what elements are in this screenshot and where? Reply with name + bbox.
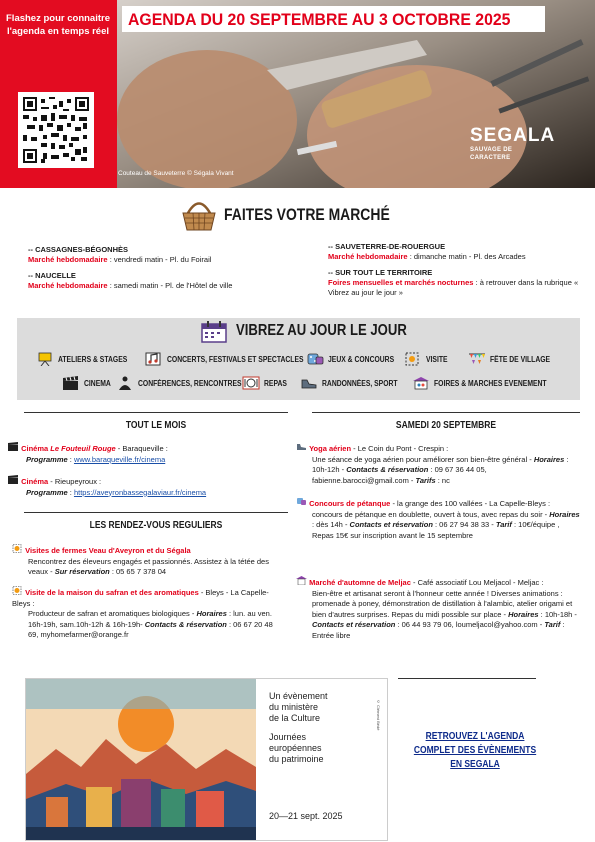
hours-label: Horaires [549, 509, 580, 519]
bunting-icon [468, 352, 486, 366]
event-description [296, 510, 581, 542]
event-description [296, 455, 581, 487]
marche-item [28, 245, 298, 265]
hours-value: : 10h-18h - [538, 609, 577, 619]
cinema-link[interactable]: https://aveyronbassegalaviaur.fr/cinema [73, 487, 207, 497]
event-place: - Le Coin du Pont - Crespin : [351, 444, 449, 453]
event-text: Producteur de safran et aromatiques biologiques - [28, 609, 195, 618]
category-label: FÊTE DE VILLAGE [490, 354, 551, 364]
category-label: CONCERTS, FESTIVALS ET SPECTACLES [167, 354, 304, 364]
shoe-icon [300, 376, 318, 390]
segala-brand-name: SEGALA [470, 125, 556, 146]
agenda-link[interactable]: RETROUVEZ L'AGENDA COMPLET DES ÉVÈNEMENTS EN SEGALA [413, 731, 537, 770]
programme-label: Programme [26, 487, 68, 497]
reservation-value: : 05 65 7 378 04 [109, 567, 167, 576]
reguliers-title: LES RENDEZ-VOUS REGULIERS [89, 520, 223, 531]
contact-value: : 06 27 94 38 33 - [432, 520, 494, 529]
poster-line: Un évènement [269, 691, 328, 701]
hours-label: Horaires [196, 609, 227, 618]
yoga-aerien [296, 442, 581, 486]
dice-icon [296, 497, 307, 506]
hours-label: Horaires [533, 454, 565, 464]
contact-label: Contacts et réservation [312, 620, 396, 629]
contact-label: Contacts & réservation [144, 619, 227, 629]
event-description [12, 557, 278, 578]
category-label: CONFÉRENCES, RENCONTRES [138, 378, 242, 388]
event-name: Visites de fermes Veau d'Aveyron et du Ségala [25, 546, 191, 555]
tarif-value: : 10€/équipe , Repas 15€ sur inscription avant le 15 septembre [312, 520, 560, 540]
photo-credit: Couteau de Sauveterre © Ségala Vivant [118, 170, 234, 177]
marche-item [28, 271, 298, 291]
poster-line: du ministère [269, 702, 319, 712]
title-band [122, 6, 545, 32]
marche-detail: : vendredi matin - Pl. du Foirail [107, 255, 212, 264]
category-label: JEUX & CONCOURS [328, 354, 395, 364]
contact-value: : 06 44 93 79 06, loumeljacol@yahoo.com - [395, 620, 543, 629]
segala-brand-sub: SAUVAGE DE CARACTERE [470, 147, 513, 161]
marche-meljac [296, 576, 581, 641]
poster-line: du patrimoine [269, 754, 324, 764]
location-icon [12, 544, 23, 553]
marche-detail: : dimanche matin - Pl. des Arcades [407, 252, 526, 261]
hours-label: Horaires [508, 609, 539, 619]
people-icon [116, 376, 134, 390]
market-stall-icon [296, 576, 307, 585]
clapperboard-icon [8, 475, 19, 484]
cinema-link[interactable]: www.baraqueville.fr/cinema [73, 454, 166, 464]
vibrez-title: VIBREZ AU JOUR LE JOUR [236, 322, 407, 339]
tout-le-mois-title: TOUT LE MOIS [125, 420, 187, 431]
marche-detail: : samedi matin - Pl. de l'Hôtel de ville [107, 281, 233, 290]
divider [24, 412, 288, 413]
category-visite [404, 352, 451, 366]
category-conferences [116, 376, 260, 390]
hours-value: : dès 14h - [312, 520, 348, 529]
category-randonnees [300, 376, 411, 390]
category-ateliers [36, 352, 140, 366]
reservation-label: Sur réservation [54, 567, 110, 576]
hours-value: : lun. au ven. 16h-19h, sam.10h-12h & 16h-19h- [28, 609, 272, 629]
contact-label: Contacts & réservation [346, 465, 429, 474]
marche-label: Foires mensuelles et marchés nocturnes [328, 278, 474, 287]
cinema-rieupeyroux: Cinéma - Rieupeyroux : Programme : https://aveyronbassegalaviaur.fr/cinema [8, 475, 293, 498]
category-label: REPAS [264, 378, 287, 388]
event-name: Yoga aérien [309, 444, 352, 453]
event-place: - Bleys - La Capelle-Bleys : [12, 588, 269, 608]
tarif-label: Tarif [544, 620, 561, 629]
event-place: - la grange des 100 vallées - La Capelle-Bleys : [390, 499, 551, 508]
patrimoine-poster[interactable] [25, 678, 388, 841]
marche-place: -- NAUCELLE [28, 271, 76, 280]
contact-label: Contacts et réservation [349, 520, 433, 529]
category-label: FOIRES & MARCHES EVENEMENT [434, 378, 547, 388]
dice-icon [306, 352, 324, 366]
flash-text: Flashez pour connaitre l'agenda en temps réel [6, 13, 110, 37]
category-label: VISITE [426, 354, 448, 364]
marche-detail: : à retrouver dans la rubrique « Vibrez au jour le jour » [328, 278, 579, 297]
poster-line: européennes [269, 743, 322, 753]
concours-petanque [296, 497, 581, 541]
poster-line: de la Culture [269, 713, 321, 723]
divider [312, 412, 580, 413]
marche-right [328, 242, 580, 298]
event-name-italic: Le Fouteuil Rouge [50, 444, 116, 453]
poster-line: Journées [269, 732, 307, 742]
category-foires [412, 376, 566, 390]
patrimoine-illustration [26, 679, 256, 841]
event-place: - Café associatif Lou Meljacol - Meljac : [410, 578, 544, 587]
contact-value: : 06 67 20 48 69, myhomefarmer@orange.fr [28, 619, 273, 639]
poster-dates: 20—21 sept. 2025 [269, 811, 343, 821]
marche-label: Marché hebdomadaire [28, 255, 108, 264]
marche-label: Marché hebdomadaire [328, 252, 408, 261]
marche-line [328, 278, 580, 298]
tarif-label: Tarif [495, 520, 512, 529]
event-name: Marché d'automne de Meljac [309, 578, 411, 587]
marche-place: -- CASSAGNES-BÉGONHÈS [28, 245, 129, 254]
visite-safran [12, 586, 278, 641]
basket-icon [180, 198, 218, 232]
marche-item [328, 268, 580, 298]
tarifs-value: : nc [435, 475, 450, 485]
category-cinema [62, 376, 116, 390]
qr-code-icon [23, 97, 89, 163]
category-label: CINEMA [84, 378, 111, 388]
category-concerts [145, 352, 328, 366]
marche-line [328, 252, 580, 262]
event-place: - Rieupeyroux : [48, 477, 102, 486]
divider [24, 512, 288, 513]
event-text: Une séance de yoga aérien pour améliorer son bien-être général - [312, 454, 532, 464]
event-place: - Baraqueville : [115, 444, 168, 453]
location-icon [404, 352, 422, 366]
event-name: Cinéma [21, 477, 49, 486]
hours-value: : 10h-12h - [312, 454, 569, 474]
visite-fermes [12, 544, 278, 578]
marche-left [28, 245, 298, 291]
music-icon [145, 352, 163, 366]
event-text: concours de pétanque en doublette, ouvert à tous, avec repas du soir - [312, 509, 548, 519]
event-name: Cinéma [21, 444, 49, 453]
marche-place: -- SAUVETERRE-DE-ROUERGUE [328, 242, 446, 251]
qr-code[interactable] [18, 92, 94, 168]
segala-logo [470, 125, 556, 162]
marche-place: -- SUR TOUT LE TERRITOIRE [328, 268, 433, 277]
calendar-icon [200, 321, 228, 343]
category-jeux [306, 352, 406, 366]
clapperboard-icon [8, 442, 19, 451]
category-label: RANDONNÉES, SPORT [322, 378, 398, 388]
contact-value: : 09 67 36 44 05, fabienne.barocci@gmail.com - [312, 465, 487, 485]
poster-credit: © Clément Bédé [376, 699, 381, 731]
event-description [296, 589, 581, 642]
marche-line [28, 255, 298, 265]
event-description [12, 609, 278, 641]
page-title: AGENDA DU 20 SEPTEMBRE AU 3 OCTOBRE 2025 [128, 10, 511, 29]
cinema-baraqueville: Cinéma Le Fouteuil Rouge - Baraqueville : Programme : www.baraqueville.fr/cinema [8, 442, 293, 465]
divider [398, 678, 536, 679]
event-name: Concours de pétanque [309, 499, 391, 508]
marche-title: FAITES VOTRE MARCHÉ [224, 205, 390, 224]
location-icon [12, 586, 23, 595]
event-name: Visite de la maison du safran et des aromatiques [25, 588, 199, 597]
plate-icon [242, 376, 260, 390]
shoe-icon [296, 442, 307, 451]
event-text: Rencontrez des éleveurs engagés et passionnés. Assistez à la tétée des veaux - [28, 556, 269, 576]
tarif-value: : Entrée libre [312, 620, 565, 640]
category-fete [468, 352, 561, 366]
programme-label: Programme [26, 454, 68, 464]
marche-line [28, 281, 298, 291]
tarifs-label: Tarifs [415, 475, 436, 485]
category-repas [242, 376, 291, 390]
category-label: ATELIERS & STAGES [58, 354, 128, 364]
clapperboard-icon [62, 376, 80, 390]
poster-spacer [269, 724, 328, 732]
marche-item [328, 242, 580, 262]
easel-icon [36, 352, 54, 366]
event-text: Bien-être et artisanat seront à l'honneur cette année ! Diverses animations : promenade à poney, démonstration de distillation à l'alambic, atelier origami et bien d'autres surprises. Repas du midi possible sur place - [312, 588, 573, 619]
poster-text [269, 691, 328, 765]
samedi-title: SAMEDI 20 SEPTEMBRE [395, 420, 497, 431]
marche-label: Marché hebdomadaire [28, 281, 108, 290]
market-stall-icon [412, 376, 430, 390]
